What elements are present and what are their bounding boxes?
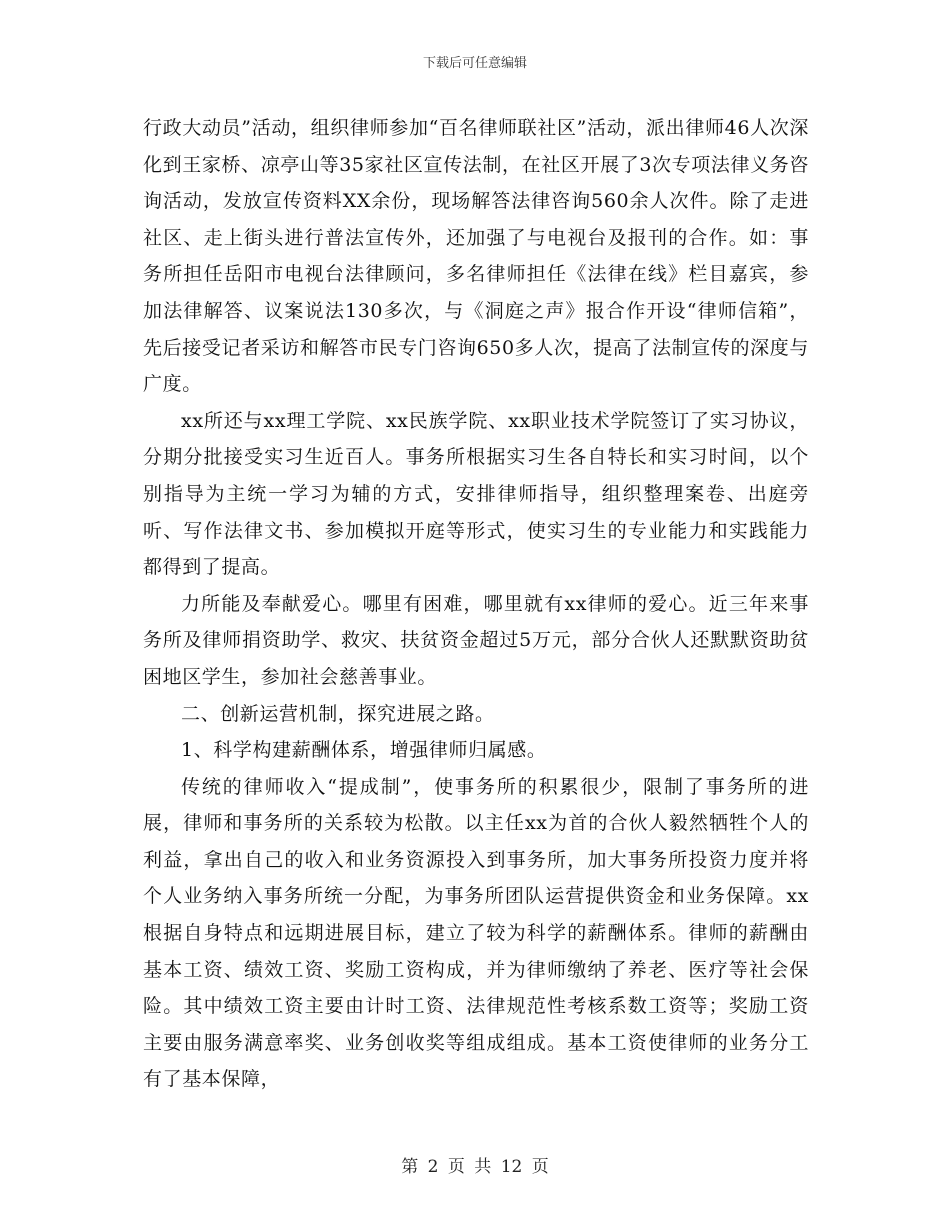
paragraph-3: 力所能及奉献爱心。哪里有困难，哪里就有xx律师的爱心。近三年来事务所及律师捐资助学、救灾、扶贫资金超过5万元，部分合伙人还默默资助贫困地区学生，参加社会慈善事业。 [143,592,809,688]
paragraph-6: 传统的律师收入“提成制”，使事务所的积累很少，限制了事务所的进展，律师和事务所的关系较为松散。以主任xx为首的合伙人毅然牺牲个人的利益，拿出自己的收入和业务资源投入到事务所，加大事务所投资力度并将个人业务纳入事务所统一分配，为事务所团队运营提供资金和业务保障。xx根据自身特点和远期进展目标，建立了较为科学的薪酬体系。律师的薪酬由基本工资、绩效工资、奖励工资构成，并为律师缴纳了养老、医疗等社会保险。其中绩效工资主要由计时工资、法律规范性考核系数工资等；奖励工资主要由服务满意率奖、业务创收奖等组成组成。基本工资使律师的业务分工有了基本保障， [143,775,809,1091]
page-number-footer [0,1152,950,1177]
paragraph-1: 行政大动员”活动，组织律师参加“百名律师联社区”活动，派出律师46人次深化到王家桥、凉亭山等35家社区宣传法制，在社区开展了3次专项法律义务咨询活动，发放宣传资料XX余份，现场解答法律咨询560余人次件。除了走进社区、走上街头进行普法宣传外，还加强了与电视台及报刊的合作。如：事务所担任岳阳市电视台法律顾问，多名律师担任《法律在线》栏目嘉宾，参加法律解答、议案说法130多次，与《洞庭之声》报合作开设“律师信箱”，先后接受记者采访和解答市民专门咨询650多人次，提高了法制宣传的深度与广度。 [143,117,809,396]
subsection-heading-1: 1、科学构建薪酬体系，增强律师归属感。 [181,739,547,762]
paragraph-2: xx所还与xx理工学院、xx民族学院、xx职业技术学院签订了实习协议，分期分批接受实习生近百人。事务所根据实习生各自特长和实习时间，以个别指导为主统一学习为辅的方式，安排律师指导，组织整理案卷、出庭旁听、写作法律文书、参加模拟开庭等形式，使实习生的专业能力和实践能力都得到了提高。 [143,409,809,579]
page-header-note: 下载后可任意编辑 [422,56,527,71]
footer-total-prefix: 共 [474,1157,492,1177]
footer-current-page: 2 [427,1157,439,1177]
section-heading-2: 二、创新运营机制，探究进展之路。 [181,702,495,725]
footer-prefix: 第 [401,1157,419,1177]
footer-total-pages: 12 [500,1157,523,1177]
footer-suffix: 页 [531,1157,549,1177]
document-body [143,110,809,1098]
footer-middle: 页 [447,1157,465,1177]
